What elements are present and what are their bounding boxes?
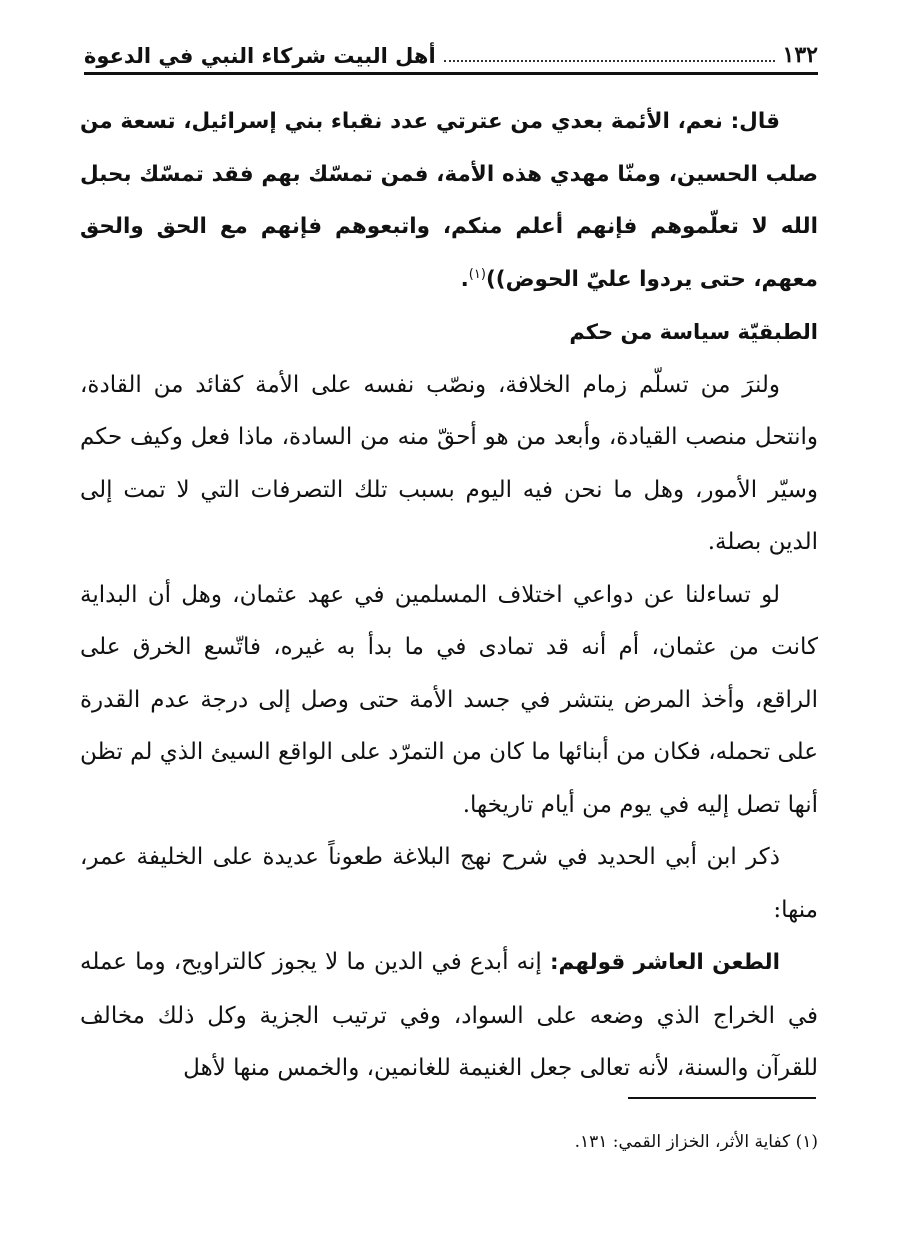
paragraph-3: ذكر ابن أبي الحديد في شرح نهج البلاغة طعوناً عديدة على الخليفة عمر، منها: (80, 844, 818, 923)
section-heading: الطبقيّة سياسة من حكم (569, 320, 818, 344)
footnote-ref: (١) (468, 266, 486, 282)
page-number: ١٣٢ (782, 42, 818, 68)
paragraph-4 (80, 936, 818, 1095)
hadith-quote-text: قال: نعم، الأئمة بعدي من عترتي عدد نقباء بني إسرائيل، تسعة من صلب الحسين، ومنّا مهدي هذه الأمة، فمن تمسّك بهم فقد تمسّك بحبل الله لا تعلّموهم فإنهم أعلم منكم، واتبعوهم فإنهم مع الحق والحق معهم، حتى يردوا عليّ الحوض)) (80, 109, 818, 292)
footnote-text: كفاية الأثر، الخزاز القمي: ١٣١. (574, 1132, 796, 1152)
page-body (80, 96, 818, 1095)
paragraph-2: لو تساءلنا عن دواعي اختلاف المسلمين في عهد عثمان، وهل أن البداية كانت من عثمان، أم أنه قد تمادى في ما بدأ به غيره، فاتّسع الخرق على الراقع، وأخذ المرض ينتشر في جسد الأمة حتى وصل إلى درجة عدم القدرة على تحمله، فكان من أبنائها ما كان من التمرّد على الواقع السيئ الذي لم تظن أنها تصل إليه في يوم من أيام تاريخها. (80, 581, 818, 818)
footnote-divider (628, 1097, 816, 1099)
header-leader-dots (444, 60, 775, 62)
paragraph-1: ولنرَ من تسلّم زمام الخلافة، ونصّب نفسه على الأمة كقائد من القادة، وانتحل منصب القيادة، وأبعد من هو أحقّ منه من السادة، ماذا فعل وكيف حكم وسيّر الأمور، وهل ما نحن فيه اليوم بسبب تلك التصرفات التي لا تمت إلى الدين بصلة. (80, 371, 818, 555)
footnote (80, 1127, 818, 1157)
running-title: أهل البيت شركاء النبي في الدعوة (84, 44, 436, 68)
paragraph-4-text: إنه أبدع في الدين ما لا يجوز كالتراويح، وما عمله في الخراج الذي وضعه على السواد، وفي ترتيب الجزية وكل ذلك مخالف للقرآن والسنة، لأنه تعالى جعل الغنيمة للغانمين، والخمس منها لأهل (80, 949, 818, 1081)
paragraph-4-lead: الطعن العاشر قولهم: (549, 950, 780, 975)
page-header (84, 28, 818, 75)
quote-tail: . (460, 266, 469, 292)
hadith-quote-paragraph (80, 96, 818, 306)
footnote-marker: (١) (795, 1132, 818, 1152)
